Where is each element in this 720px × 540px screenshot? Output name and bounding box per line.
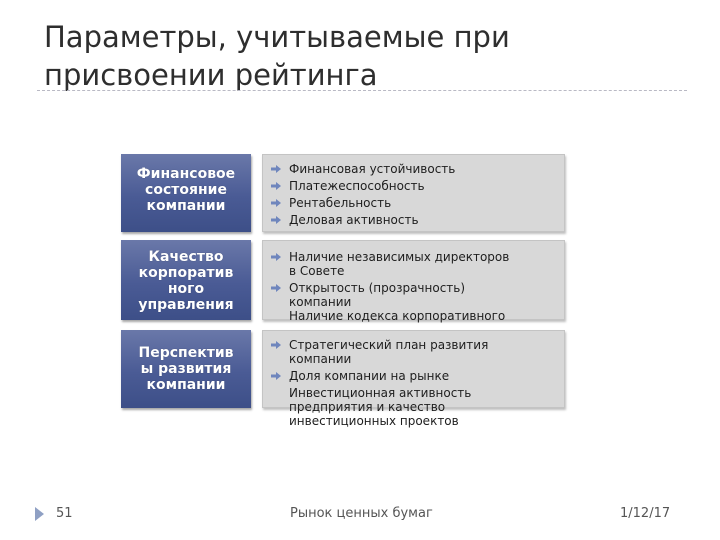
list-item	[269, 338, 569, 366]
parameter-block-prospects	[121, 330, 565, 428]
list-item	[269, 369, 569, 383]
title-divider	[37, 90, 687, 91]
footer-date: 1/12/17	[620, 506, 671, 521]
block-label-line: корпоратив	[138, 265, 234, 281]
block-item-list	[269, 338, 569, 428]
block-label-line: ы развития	[140, 361, 232, 377]
list-item	[269, 179, 569, 193]
arrow-bullet-icon	[271, 284, 281, 292]
block-label-box	[121, 154, 251, 232]
block-label-line: состояние	[145, 182, 227, 198]
item-text: компании	[289, 352, 352, 366]
block-label-box	[121, 240, 251, 320]
item-text: Платежеспособность	[289, 179, 425, 193]
item-text: Стратегический план развития	[289, 338, 489, 352]
block-label-line: Перспектив	[138, 345, 234, 361]
arrow-bullet-icon	[271, 216, 281, 224]
arrow-bullet-icon	[271, 253, 281, 261]
item-text: Наличие кодекса корпоративного	[289, 309, 506, 323]
parameter-block-financial	[121, 154, 565, 232]
item-text: Деловая активность	[289, 213, 419, 227]
item-text: компании	[289, 295, 352, 309]
title-line-2: присвоении рейтинга	[44, 58, 378, 92]
arrow-bullet-icon	[271, 341, 281, 349]
block-item-list	[269, 162, 569, 227]
footer-title: Рынок ценных бумаг	[290, 506, 433, 521]
item-text: в Совете	[289, 264, 345, 278]
slide-title	[44, 18, 684, 94]
title-line-1: Параметры, учитываемые при	[44, 20, 510, 54]
item-text: Наличие независимых директоров	[289, 250, 510, 264]
block-label-line: управления	[138, 297, 234, 313]
block-label-line: Финансовое	[136, 166, 236, 182]
block-label-line: Качество	[148, 249, 224, 265]
arrow-bullet-icon	[271, 165, 281, 173]
list-item	[269, 386, 569, 428]
item-text: Финансовая устойчивость	[289, 162, 456, 176]
arrow-bullet-icon	[271, 182, 281, 190]
block-label-line: компании	[146, 198, 226, 214]
list-item	[269, 162, 569, 176]
block-label-line: ного	[167, 281, 205, 297]
item-text: Рентабельность	[289, 196, 392, 210]
block-item-list	[269, 250, 569, 323]
list-item	[269, 196, 569, 210]
arrow-bullet-icon	[271, 372, 281, 380]
triangle-marker-icon	[35, 507, 44, 521]
list-item	[269, 213, 569, 227]
item-text: Инвестиционная активность	[289, 386, 472, 400]
list-item	[269, 281, 569, 309]
item-text: предприятия и качество	[289, 400, 446, 414]
block-label-box	[121, 330, 251, 408]
item-text: инвестиционных проектов	[289, 414, 459, 428]
list-item	[269, 250, 569, 278]
block-label-line: компании	[146, 377, 226, 393]
parameter-block-governance	[121, 240, 565, 323]
item-text: Доля компании на рынке	[289, 369, 450, 383]
page-number: 51	[56, 506, 73, 521]
item-text: Открытость (прозрачность)	[289, 281, 466, 295]
arrow-bullet-icon	[271, 199, 281, 207]
list-item	[269, 309, 569, 323]
